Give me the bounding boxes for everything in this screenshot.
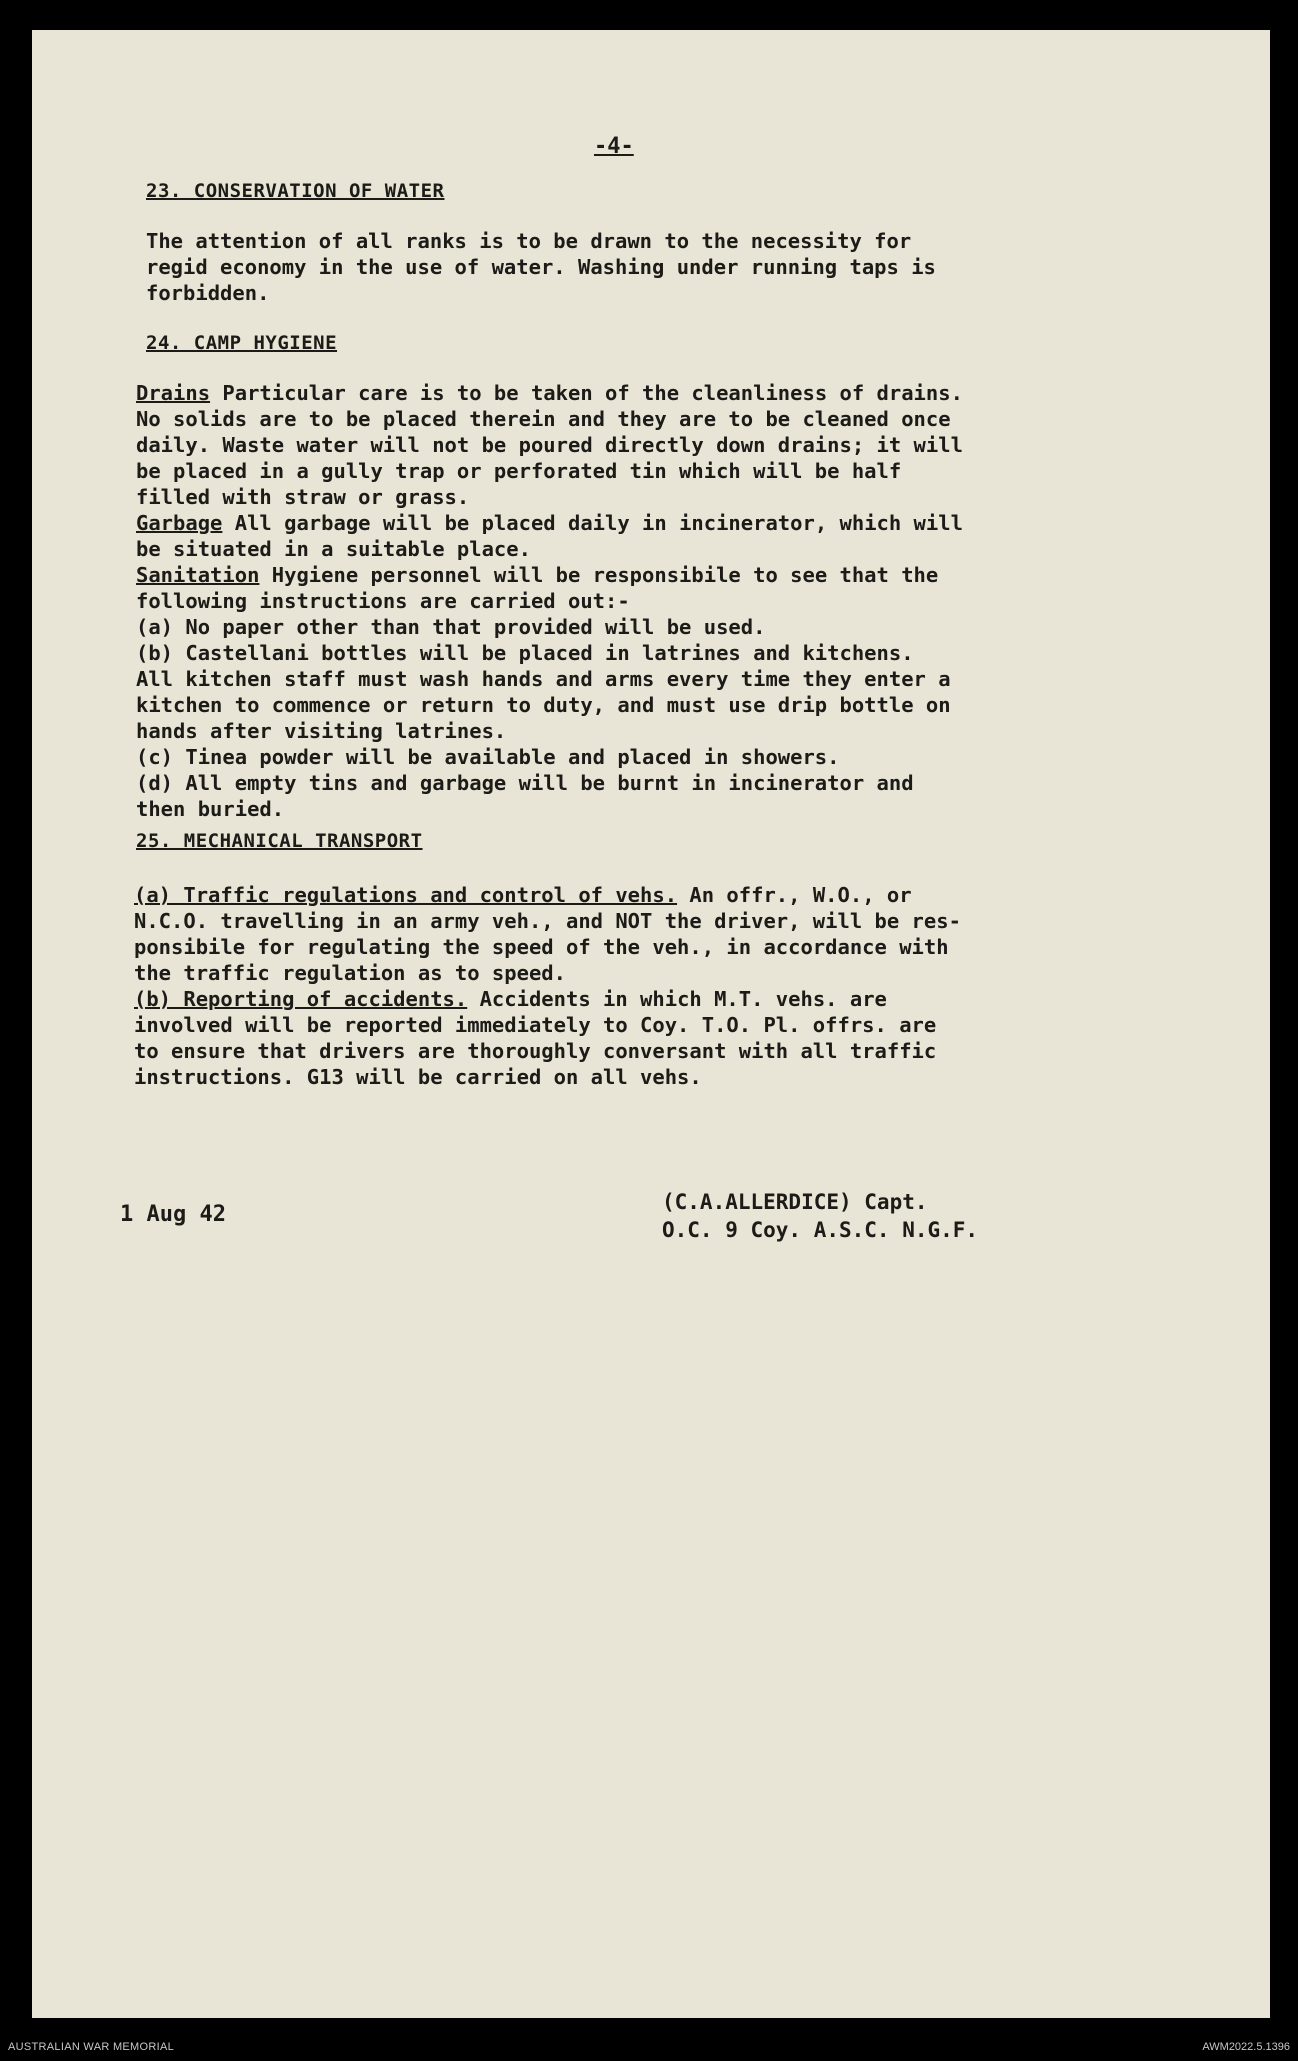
sanitation-label: Sanitation [136, 563, 260, 587]
drains-line: filled with straw or grass. [136, 485, 470, 509]
sanitation-line: (a) No paper other than that provided will be used. [136, 615, 766, 639]
drains-line: No solids are to be placed therein and they are to be cleaned once [136, 407, 951, 431]
signature-name: (C.A.ALLERDICE) Capt. [662, 1190, 928, 1214]
section-24-body [136, 380, 963, 822]
signature-unit: O.C. 9 Coy. A.S.C. N.G.F. [662, 1218, 979, 1242]
section-25-body [134, 882, 961, 1090]
sanitation-line: Sanitation Hygiene personnel will be responsibile to see that the [136, 563, 939, 587]
document-date: 1 Aug 42 [120, 1202, 226, 1227]
archive-credit: AUSTRALIAN WAR MEMORIAL [8, 2041, 175, 2053]
drains-line: daily. Waste water will not be poured directly down drains; it will [136, 433, 963, 457]
sanitation-line: following instructions are carried out:- [136, 589, 630, 613]
section-25-heading: 25. MECHANICAL TRANSPORT [136, 830, 423, 852]
traffic-line: the traffic regulation as to speed. [134, 961, 566, 985]
section-23-line: regid economy in the use of water. Washing under running taps is [146, 255, 936, 279]
section-23-body [146, 228, 936, 306]
drains-label: Drains [136, 381, 211, 405]
section-24-heading: 24. CAMP HYGIENE [146, 332, 338, 354]
traffic-line: ponsibile for regulating the speed of the veh., in accordance with [134, 935, 949, 959]
accidents-line: (b) Reporting of accidents. Accidents in which M.T. vehs. are [134, 987, 887, 1011]
sanitation-line: (d) All empty tins and garbage will be burnt in incinerator and [136, 771, 914, 795]
accidents-line: to ensure that drivers are thoroughly conversant with all traffic [134, 1039, 937, 1063]
garbage-line: Garbage All garbage will be placed daily in incinerator, which will [136, 511, 963, 535]
sanitation-line: then buried. [136, 797, 285, 821]
section-23-heading: 23. CONSERVATION OF WATER [146, 180, 445, 202]
sanitation-line: hands after visiting latrines. [136, 719, 507, 743]
sanitation-line: All kitchen staff must wash hands and arms every time they enter a [136, 667, 951, 691]
section-23-line: The attention of all ranks is to be drawn to the necessity for [146, 229, 912, 253]
garbage-line: be situated in a suitable place. [136, 537, 531, 561]
accidents-line: involved will be reported immediately to Coy. T.O. Pl. offrs. are [134, 1013, 937, 1037]
archive-reference: AWM2022.5.1396 [1202, 2041, 1290, 2053]
sanitation-line: (c) Tinea powder will be available and placed in showers. [136, 745, 840, 769]
page-number: -4- [594, 134, 634, 159]
traffic-line: (a) Traffic regulations and control of vehs. An offr., W.O., or [134, 883, 912, 907]
traffic-label: (a) Traffic regulations and control of vehs. [134, 883, 678, 907]
section-23-line: forbidden. [146, 281, 270, 305]
drains-line: Drains Particular care is to be taken of the cleanliness of drains. [136, 381, 963, 405]
signature-block [662, 1188, 978, 1244]
accidents-line: instructions. G13 will be carried on all vehs. [134, 1065, 702, 1089]
traffic-line: N.C.O. travelling in an army veh., and NOT the driver, will be res- [134, 909, 961, 933]
sanitation-line: (b) Castellani bottles will be placed in latrines and kitchens. [136, 641, 914, 665]
garbage-label: Garbage [136, 511, 223, 535]
accidents-label: (b) Reporting of accidents. [134, 987, 468, 1011]
sanitation-line: kitchen to commence or return to duty, and must use drip bottle on [136, 693, 951, 717]
drains-line: be placed in a gully trap or perforated tin which will be half [136, 459, 902, 483]
document-page [32, 30, 1270, 2018]
